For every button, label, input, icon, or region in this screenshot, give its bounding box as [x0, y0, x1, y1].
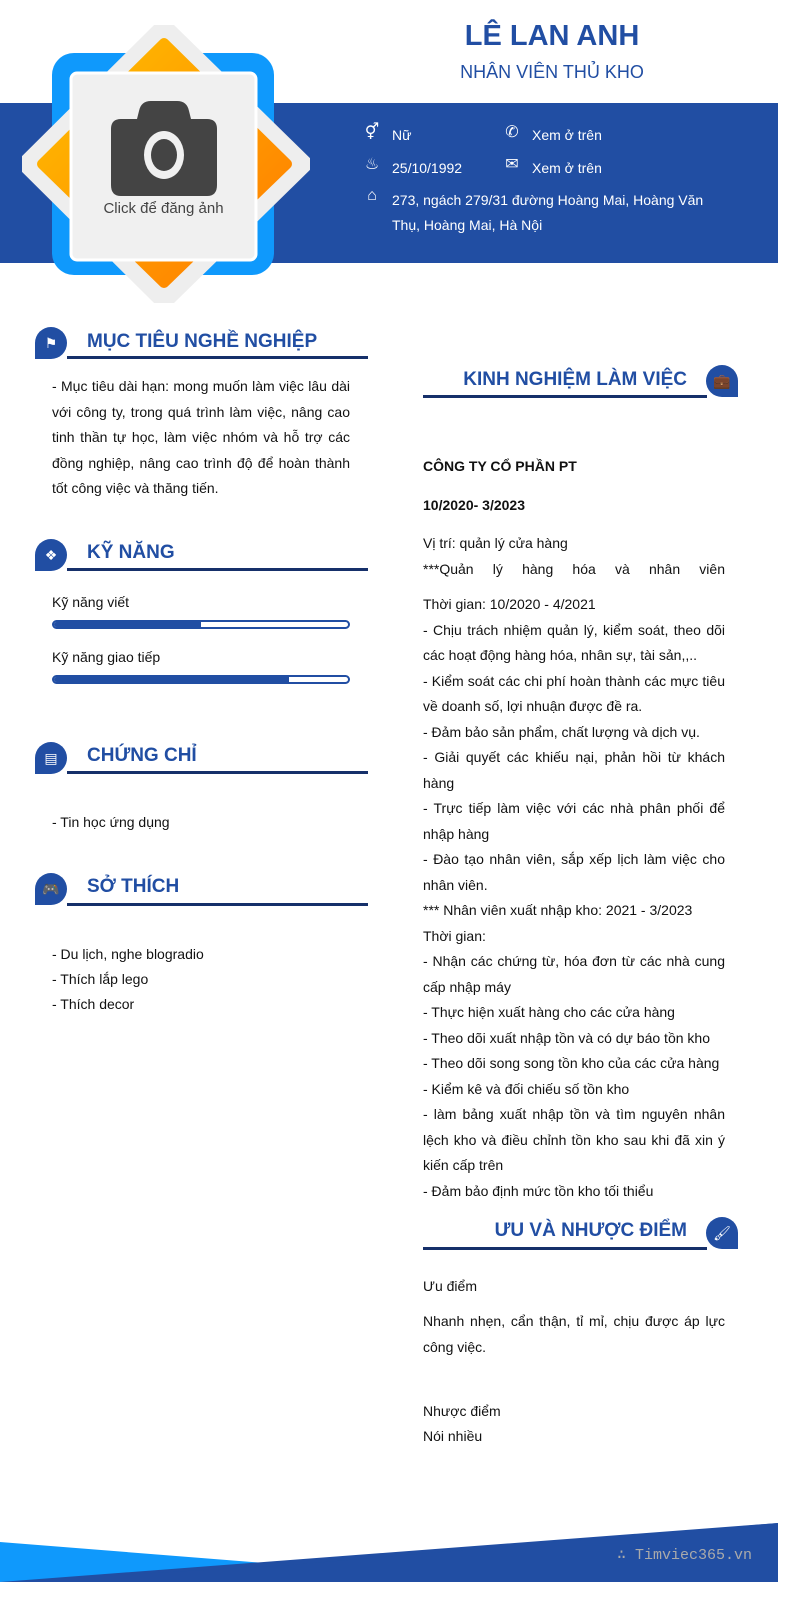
email-value: Xem ở trên — [532, 160, 602, 176]
section-divider — [67, 771, 368, 774]
experience-line: - Theo dõi xuất nhập tồn và có dự báo tồn kho — [423, 1029, 710, 1046]
briefcase-icon: 💼 — [706, 365, 738, 397]
section-divider — [423, 1247, 707, 1250]
skills-title: KỸ NĂNG — [87, 542, 175, 563]
cubes-icon: ❖ — [35, 539, 67, 571]
experience-title: KINH NGHIỆM LÀM VIỆC — [463, 369, 687, 390]
gender-icon: ⚥ — [364, 124, 380, 141]
experience-line: - Đào tạo nhân viên, sắp xếp lịch làm việc cho nhân viên. — [423, 851, 725, 893]
contact-info — [362, 125, 762, 245]
photo-frame[interactable] — [22, 25, 310, 303]
experience-line: ***Quản lý hàng hóa và nhân viên — [423, 560, 725, 577]
address-line-1: 273, ngách 279/31 đường Hoàng Mai, Hoàng Văn — [392, 192, 704, 208]
gender-value: Nữ — [392, 127, 412, 143]
pros-text: Nhanh nhẹn, cẩn thận, tỉ mỉ, chịu được áp lực công việc. — [423, 1313, 725, 1355]
phone-value: Xem ở trên — [532, 127, 602, 143]
section-divider — [67, 568, 368, 571]
certificates-title: CHỨNG CHỈ — [87, 745, 197, 766]
home-icon: ⌂ — [367, 187, 377, 204]
experience-line: - Kiểm kê và đối chiếu số tồn kho — [423, 1080, 630, 1097]
experience-line: - Trực tiếp làm việc với các nhà phân phối để nhập hàng — [423, 800, 725, 842]
work-period: 10/2020- 3/2023 — [423, 497, 525, 513]
skill-label: Kỹ năng viết — [52, 594, 130, 610]
gamepad-icon: 🎮 — [35, 873, 67, 905]
experience-line: Thời gian: — [423, 927, 486, 944]
experience-line: - Giải quyết các khiếu nại, phản hồi từ khách hàng — [423, 749, 725, 791]
experience-line: - Thực hiện xuất hàng cho các cửa hàng — [423, 1004, 675, 1020]
experience-line: - làm bảng xuất nhập tồn và tìm nguyên nhân lệch kho và điều chỉnh tồn kho sau khi đã xin ý kiến cấp trên — [423, 1106, 725, 1173]
experience-line: - Chịu trách nhiệm quản lý, kiểm soát, theo dõi các hoạt động hàng hóa, nhân sự, tài sản,,.. — [423, 621, 725, 663]
cons-label: Nhược điểm — [423, 1403, 501, 1419]
experience-line: - Nhận các chứng từ, hóa đơn từ các nhà cung cấp nhập máy — [423, 953, 725, 995]
objective-title: MỤC TIÊU NGHỀ NGHIỆP — [87, 331, 318, 352]
experience-line: - Đảm bảo định mức tồn kho tối thiểu — [423, 1182, 654, 1199]
strengths-title: ƯU VÀ NHƯỢC ĐIỂM — [494, 1220, 687, 1241]
experience-line: Thời gian: 10/2020 - 4/2021 — [423, 596, 596, 612]
birthday-value: 25/10/1992 — [392, 160, 463, 176]
address-line-2: Thụ, Hoàng Mai, Hà Nội — [392, 217, 543, 233]
experience-line: - Đảm bảo sản phẩm, chất lượng và dịch vụ. — [423, 723, 700, 740]
experience-line: - Theo dõi song song tồn kho của các cửa hàng — [423, 1055, 720, 1071]
company-name: CÔNG TY CỔ PHẦN PT — [423, 458, 577, 474]
phone-icon: ✆ — [505, 124, 519, 141]
skill-bar — [52, 620, 350, 629]
birthday-cake-icon: ♨ — [364, 156, 380, 173]
experience-details — [423, 531, 725, 1204]
id-card-icon: ▤ — [35, 742, 67, 774]
experience-line: *** Nhân viên xuất nhập kho: 2021 - 3/2023 — [423, 902, 693, 918]
pros-label: Ưu điểm — [423, 1278, 477, 1294]
flag-icon: ⚑ — [35, 327, 67, 359]
experience-line: - Kiểm soát các chi phí hoàn thành các mực tiêu về doanh số, lợi nhuận được đề ra. — [423, 672, 725, 714]
experience-line: Vị trí: quản lý cửa hàng — [423, 535, 568, 551]
hobby-item: - Du lịch, nghe blogradio — [52, 946, 204, 962]
section-divider — [423, 395, 707, 398]
skill-label: Kỹ năng giao tiếp — [52, 649, 161, 665]
hobby-item: - Thích lắp lego — [52, 971, 149, 987]
watermark: ∴ Timviec365.vn — [616, 1547, 752, 1564]
job-title: NHÂN VIÊN THỦ KHO — [460, 62, 644, 82]
objective-text: - Mục tiêu dài hạn: mong muốn làm việc lâu dài với công ty, trong quá trình làm việc, nâng cao tinh thần tự học, làm việc nhóm và hỗ trợ các đồng nghiệp, nâng cao trình độ để hoàn thành tốt công việc và thăng tiến. — [52, 378, 350, 496]
camera-icon — [111, 101, 217, 196]
hobbies-title: SỞ THÍCH — [87, 876, 180, 897]
certificate-item: - Tin học ứng dụng — [52, 814, 170, 830]
email-icon: ✉ — [505, 156, 519, 173]
candidate-name: LÊ LAN ANH — [464, 20, 640, 52]
hobby-item: - Thích decor — [52, 996, 135, 1012]
photo-upload-label[interactable]: Click để đăng ảnh — [103, 200, 224, 217]
skill-bar — [52, 675, 350, 684]
brush-icon: 🖌 — [706, 1217, 738, 1249]
cons-text: Nói nhiều — [423, 1428, 483, 1444]
section-divider — [67, 903, 368, 906]
section-divider — [67, 356, 368, 359]
